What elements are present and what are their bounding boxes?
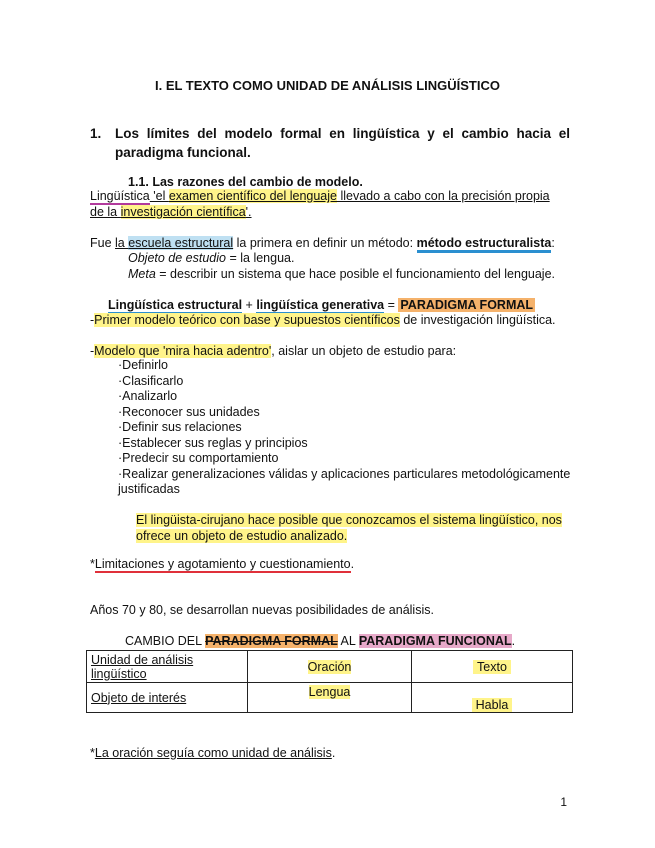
metodo-estructuralista: método estructuralista: [417, 236, 552, 253]
model-highlight-1: Primer modelo teórico con base y supuestos científicos: [94, 313, 400, 327]
meta-text: = describir un sistema que hace posible el funcionamiento del lenguaje.: [155, 267, 556, 281]
cell-habla: Habla: [472, 698, 513, 712]
meta-label: Meta: [128, 267, 156, 281]
limitaciones-star: *: [90, 557, 95, 571]
escuela-colon: :: [551, 236, 555, 250]
model-highlight-2: Modelo que 'mira hacia adentro': [94, 344, 272, 358]
table-cell-formal: [248, 683, 412, 713]
list-item: ·Analizarlo: [118, 389, 178, 403]
caption-part-e: .: [511, 634, 516, 648]
caption-paradigma-formal: PARADIGMA FORMAL: [205, 634, 338, 648]
section-heading-1: [90, 124, 570, 162]
model-rest-1: de investigación lingüística.: [399, 313, 556, 327]
final-note-text: La oración seguía como unidad de análisis: [94, 746, 332, 760]
meta-line: [128, 267, 555, 281]
page-title: I. EL TEXTO COMO UNIDAD DE ANÁLISIS LINGÜÍSTICO: [154, 78, 500, 93]
limitaciones-line: [90, 557, 354, 571]
definition-paragraph: [90, 189, 565, 220]
list-item: ·Clasificarlo: [118, 373, 184, 388]
term-linguistica: Lingüística: [90, 189, 150, 203]
caption-part-a: CAMBIO DEL: [125, 634, 206, 648]
note-highlight: El lingüista-cirujano hace posible que conozcamos el sistema lingüístico, nos ofrece un objeto de estudio analizado.: [136, 513, 562, 543]
definition-quote-close: '.: [245, 204, 252, 219]
escuela-middle: la primera en definir un método:: [233, 236, 417, 250]
final-note-dot: .: [331, 746, 336, 760]
objeto-label: Objeto de estudio: [128, 251, 226, 265]
list-item: ·Realizar generalizaciones válidas y aplicaciones particulares metodológicamente justificadas: [118, 466, 571, 496]
subsection-heading: 1.1. Las razones del cambio de modelo.: [128, 175, 363, 189]
row-label-1: Unidad de análisis lingüístico: [91, 652, 194, 681]
section-number: 1.: [90, 126, 102, 141]
objeto-text: = la lengua.: [226, 251, 295, 265]
table-cell-funcional: [412, 683, 573, 713]
page-number: 1: [560, 795, 567, 809]
definition-highlight-examen: examen científico del lenguaje: [168, 189, 337, 203]
equation-plus: +: [242, 298, 257, 312]
anos-line: Años 70 y 80, se desarrollan nuevas posibilidades de análisis.: [90, 603, 434, 617]
note-linguista: [136, 512, 576, 544]
model-line-1: [90, 313, 565, 329]
table-cell-funcional: [412, 651, 573, 683]
escuela-estructural-highlight: escuela estructural: [128, 236, 234, 250]
definition-highlight-investigacion: investigación científica: [120, 204, 246, 219]
table-caption: [125, 634, 515, 648]
model-rest-2: , aislar un objeto de estudio para:: [271, 344, 457, 358]
section-heading-text: Los límites del modelo formal en lingüística y el cambio hacia el paradigma funcional.: [115, 126, 570, 160]
list-item: ·Reconocer sus unidades: [118, 404, 260, 419]
final-note: [90, 746, 335, 760]
escuela-la: la: [115, 236, 129, 250]
limitaciones-text: Limitaciones y agotamiento y cuestionamiento: [94, 557, 351, 571]
cell-lengua: Lengua: [308, 685, 351, 699]
objeto-line: [128, 251, 294, 265]
list-item: ·Definirlo: [118, 358, 169, 372]
cell-oracion: Oración: [307, 659, 352, 674]
model-dash-1: -: [90, 313, 95, 327]
table-row: [87, 651, 573, 683]
equation-estructural: Lingüística estructural: [108, 298, 242, 315]
caption-paradigma-funcional: PARADIGMA FUNCIONAL: [358, 634, 512, 648]
objective-list: [118, 358, 588, 498]
table-cell-label: [87, 651, 248, 683]
table-row: [87, 683, 573, 713]
definition-quote-open: 'el: [149, 189, 169, 203]
table-cell-label: [87, 683, 248, 713]
row-label-2: Objeto de interés: [91, 690, 187, 705]
final-note-star: *: [90, 746, 95, 760]
model-dash-2: -: [90, 344, 95, 358]
list-item: ·Predecir su comportamiento: [118, 451, 279, 465]
limitaciones-dot: .: [350, 557, 355, 571]
paradigm-equation: [108, 298, 535, 312]
cell-texto: Texto: [473, 660, 511, 674]
caption-part-c: AL: [337, 634, 359, 648]
paradigm-table: [86, 650, 573, 713]
table-cell-formal: [248, 651, 412, 683]
equation-generativa: lingüística generativa: [256, 298, 384, 315]
paradigma-formal-badge: PARADIGMA FORMAL: [400, 298, 534, 312]
escuela-fue: Fue: [90, 236, 116, 250]
definition-middle: llevado a cabo con la precisión propia de la: [90, 189, 550, 219]
equation-equals: =: [384, 298, 399, 312]
escuela-line: [90, 236, 555, 250]
list-item: ·Definir sus relaciones: [118, 420, 242, 434]
list-item: ·Establecer sus reglas y principios: [118, 435, 308, 450]
